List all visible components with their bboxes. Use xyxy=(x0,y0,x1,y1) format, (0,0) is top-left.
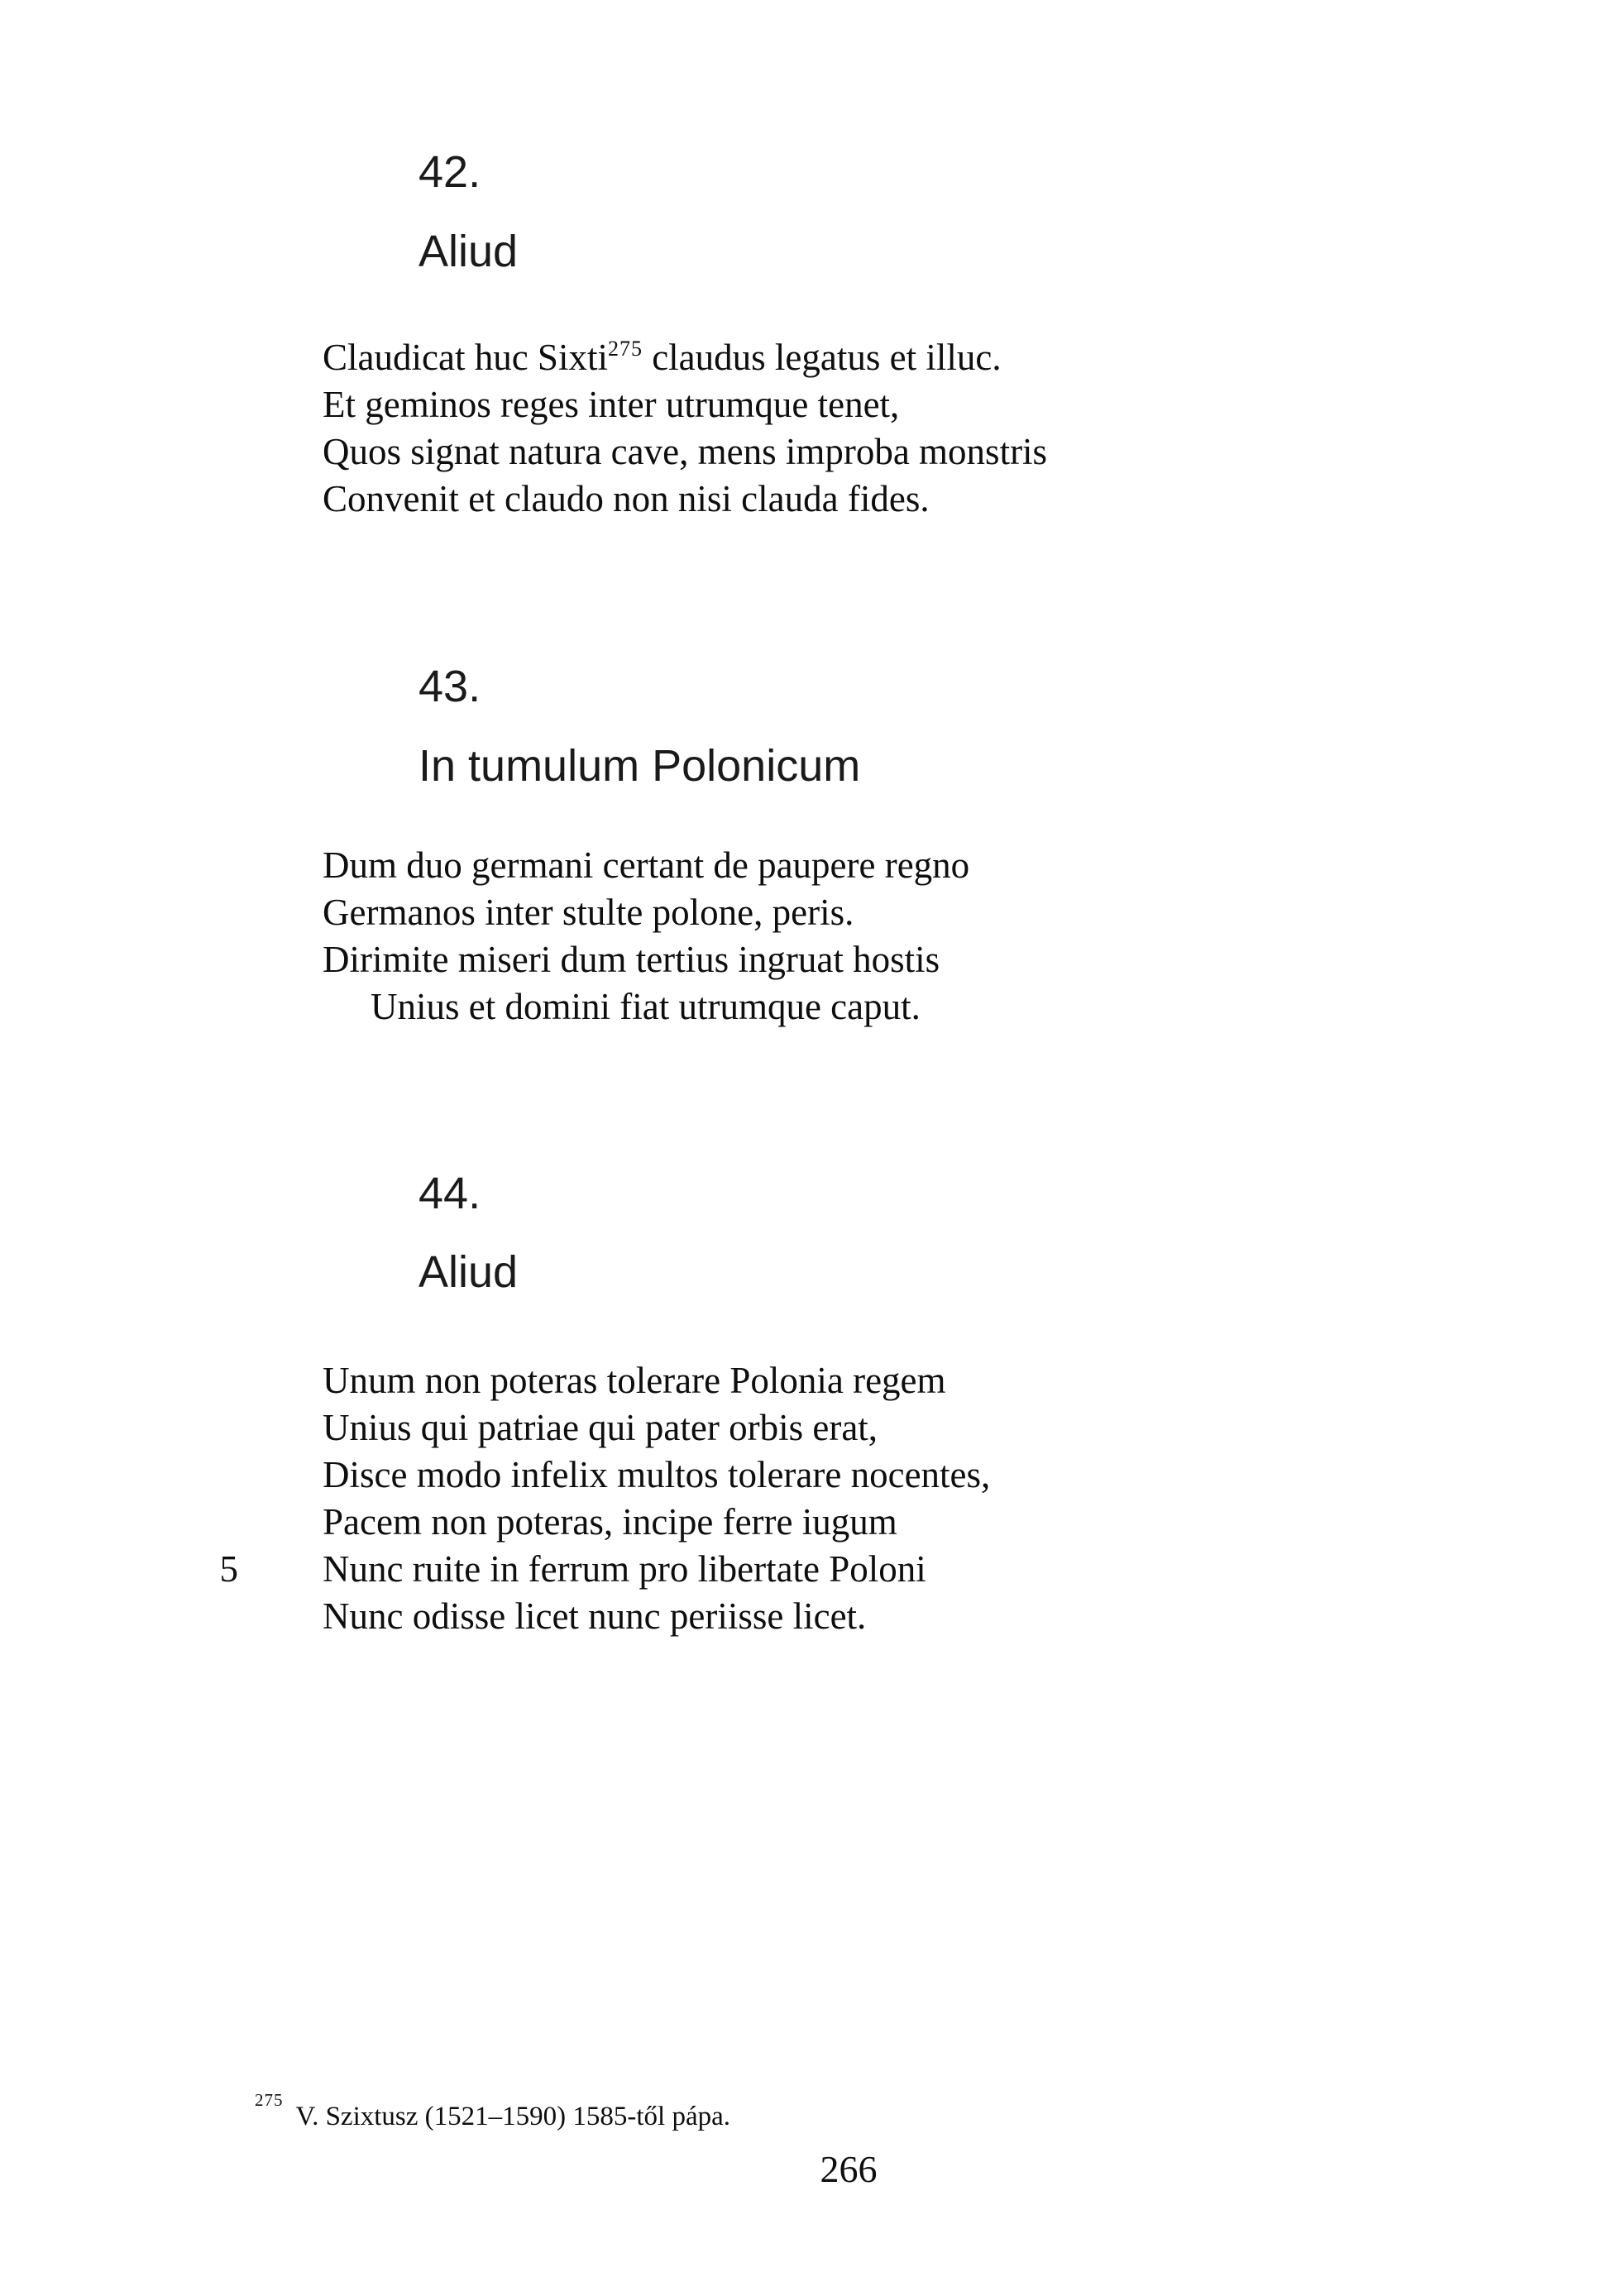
footnote-marker: 275 xyxy=(255,2090,284,2110)
section-number: 43. xyxy=(419,662,481,711)
section-title: Aliud xyxy=(419,1247,519,1297)
poem-line: Pacem non poteras, incipe ferre iugum xyxy=(323,1501,897,1543)
section-number: 44. xyxy=(419,1169,481,1218)
poem-text xyxy=(323,334,1047,523)
poem-line: Dirimite miseri dum tertius ingruat hostis xyxy=(323,939,940,980)
poem-line: Claudicat huc Sixti$^{275}$ claudus legatus et illuc. xyxy=(323,337,1002,378)
poem-text xyxy=(323,842,969,1031)
poem-line: Unius et domini fiat utrumque caput. xyxy=(371,986,921,1027)
page-number: 266 xyxy=(820,2148,878,2190)
poem-line: Germanos inter stulte polone, peris. xyxy=(323,892,854,933)
poem-text xyxy=(219,1357,991,1640)
poem-line: Nunc odisse licet nunc periisse licet. xyxy=(323,1595,867,1637)
section-title: In tumulum Polonicum xyxy=(419,741,861,791)
margin-line-number: 5 xyxy=(219,1548,238,1590)
poem-line: Disce modo infelix multos tolerare nocentes, xyxy=(323,1454,991,1495)
poem-line: Unius qui patriae qui pater orbis erat, xyxy=(323,1407,878,1448)
poem-line: Dum duo germani certant de paupere regno xyxy=(323,844,970,886)
section-title: Aliud xyxy=(419,227,519,276)
poem-line: Quos signat natura cave, mens improba monstris xyxy=(323,431,1048,472)
poem-line: Convenit et claudo non nisi clauda fides. xyxy=(323,478,930,519)
poem-line: Unum non poteras tolerare Polonia regem xyxy=(323,1360,946,1401)
footnote-reference: 275 xyxy=(607,337,643,361)
poem-line: Et geminos reges inter utrumque tenet, xyxy=(323,384,900,425)
section-number: 42. xyxy=(419,147,481,197)
poem-line: 5 Nunc ruite in ferrum pro libertate Poloni xyxy=(323,1546,990,1593)
footnote-text: V. Szixtusz (1521–1590) 1585-től pápa. xyxy=(295,2102,731,2131)
